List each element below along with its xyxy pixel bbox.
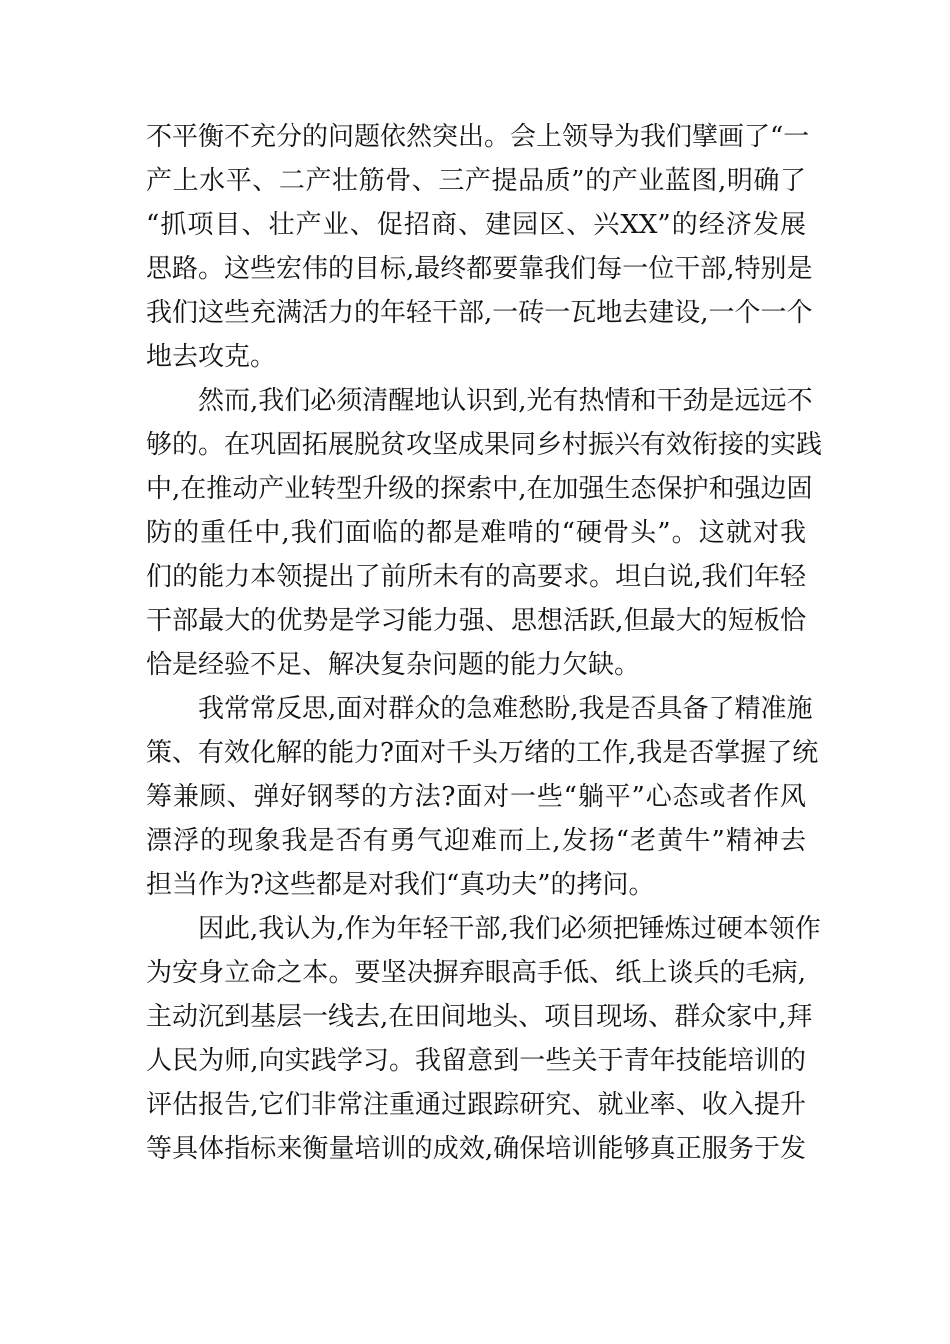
text-line: 我常常反思,面对群众的急难愁盼,我是否具备了精准施 — [198, 694, 813, 724]
paragraph-2 — [146, 382, 823, 684]
paragraph-4 — [146, 910, 821, 1168]
text-line: 防的重任中,我们面临的都是难啃的“硬骨头”。这就对我 — [146, 518, 806, 548]
text-line: 评估报告,它们非常注重通过跟踪研究、就业率、收入提升 — [146, 1090, 806, 1120]
text-line: 产上水平、二产壮筋骨、三产提品质”的产业蓝图,明确了 — [146, 166, 806, 196]
text-line: 等具体指标来衡量培训的成效,确保培训能够真正服务于发 — [146, 1134, 806, 1164]
text-line: 主动沉到基层一线去,在田间地头、项目现场、群众家中,拜 — [146, 1002, 813, 1032]
text-line: 然而,我们必须清醒地认识到,光有热情和干劲是远远不 — [198, 386, 813, 416]
text-line: 思路。这些宏伟的目标,最终都要靠我们每一位干部,特别是 — [146, 254, 813, 284]
paragraph-3 — [146, 690, 819, 904]
document-body — [146, 118, 823, 1174]
text-line: 为安身立命之本。要坚决摒弃眼高手低、纸上谈兵的毛病, — [146, 958, 806, 988]
text-line: 因此,我认为,作为年轻干部,我们必须把锤炼过硬本领作 — [198, 914, 821, 944]
text-line: 中,在推动产业转型升级的探索中,在加强生态保护和强边固 — [146, 474, 813, 504]
text-line: 够的。在巩固拓展脱贫攻坚成果同乡村振兴有效衔接的实践 — [146, 430, 823, 460]
text-line: 我们这些充满活力的年轻干部,一砖一瓦地去建设,一个一个 — [146, 298, 813, 328]
text-line: “抓项目、壮产业、促招商、建园区、兴XX”的经济发展 — [146, 210, 806, 240]
text-line: 干部最大的优势是学习能力强、思想活跃,但最大的短板恰 — [146, 606, 806, 636]
text-line: 策、有效化解的能力?面对千头万绪的工作,我是否掌握了统 — [146, 738, 819, 768]
text-line: 人民为师,向实践学习。我留意到一些关于青年技能培训的 — [146, 1046, 806, 1076]
text-line: 不平衡不充分的问题依然突出。会上领导为我们擘画了“一 — [146, 122, 810, 152]
text-line: 恰是经验不足、解决复杂问题的能力欠缺。 — [146, 650, 641, 680]
text-line: 担当作为?这些都是对我们“真功夫”的拷问。 — [146, 870, 655, 900]
paragraph-1 — [146, 118, 813, 376]
text-line: 漂浮的现象我是否有勇气迎难而上,发扬“老黄牛”精神去 — [146, 826, 806, 856]
text-line: 筹兼顾、弹好钢琴的方法?面对一些“躺平”心态或者作风 — [146, 782, 806, 812]
text-line: 们的能力本领提出了前所未有的高要求。坦白说,我们年轻 — [146, 562, 806, 592]
text-line: 地去攻克。 — [146, 342, 277, 372]
